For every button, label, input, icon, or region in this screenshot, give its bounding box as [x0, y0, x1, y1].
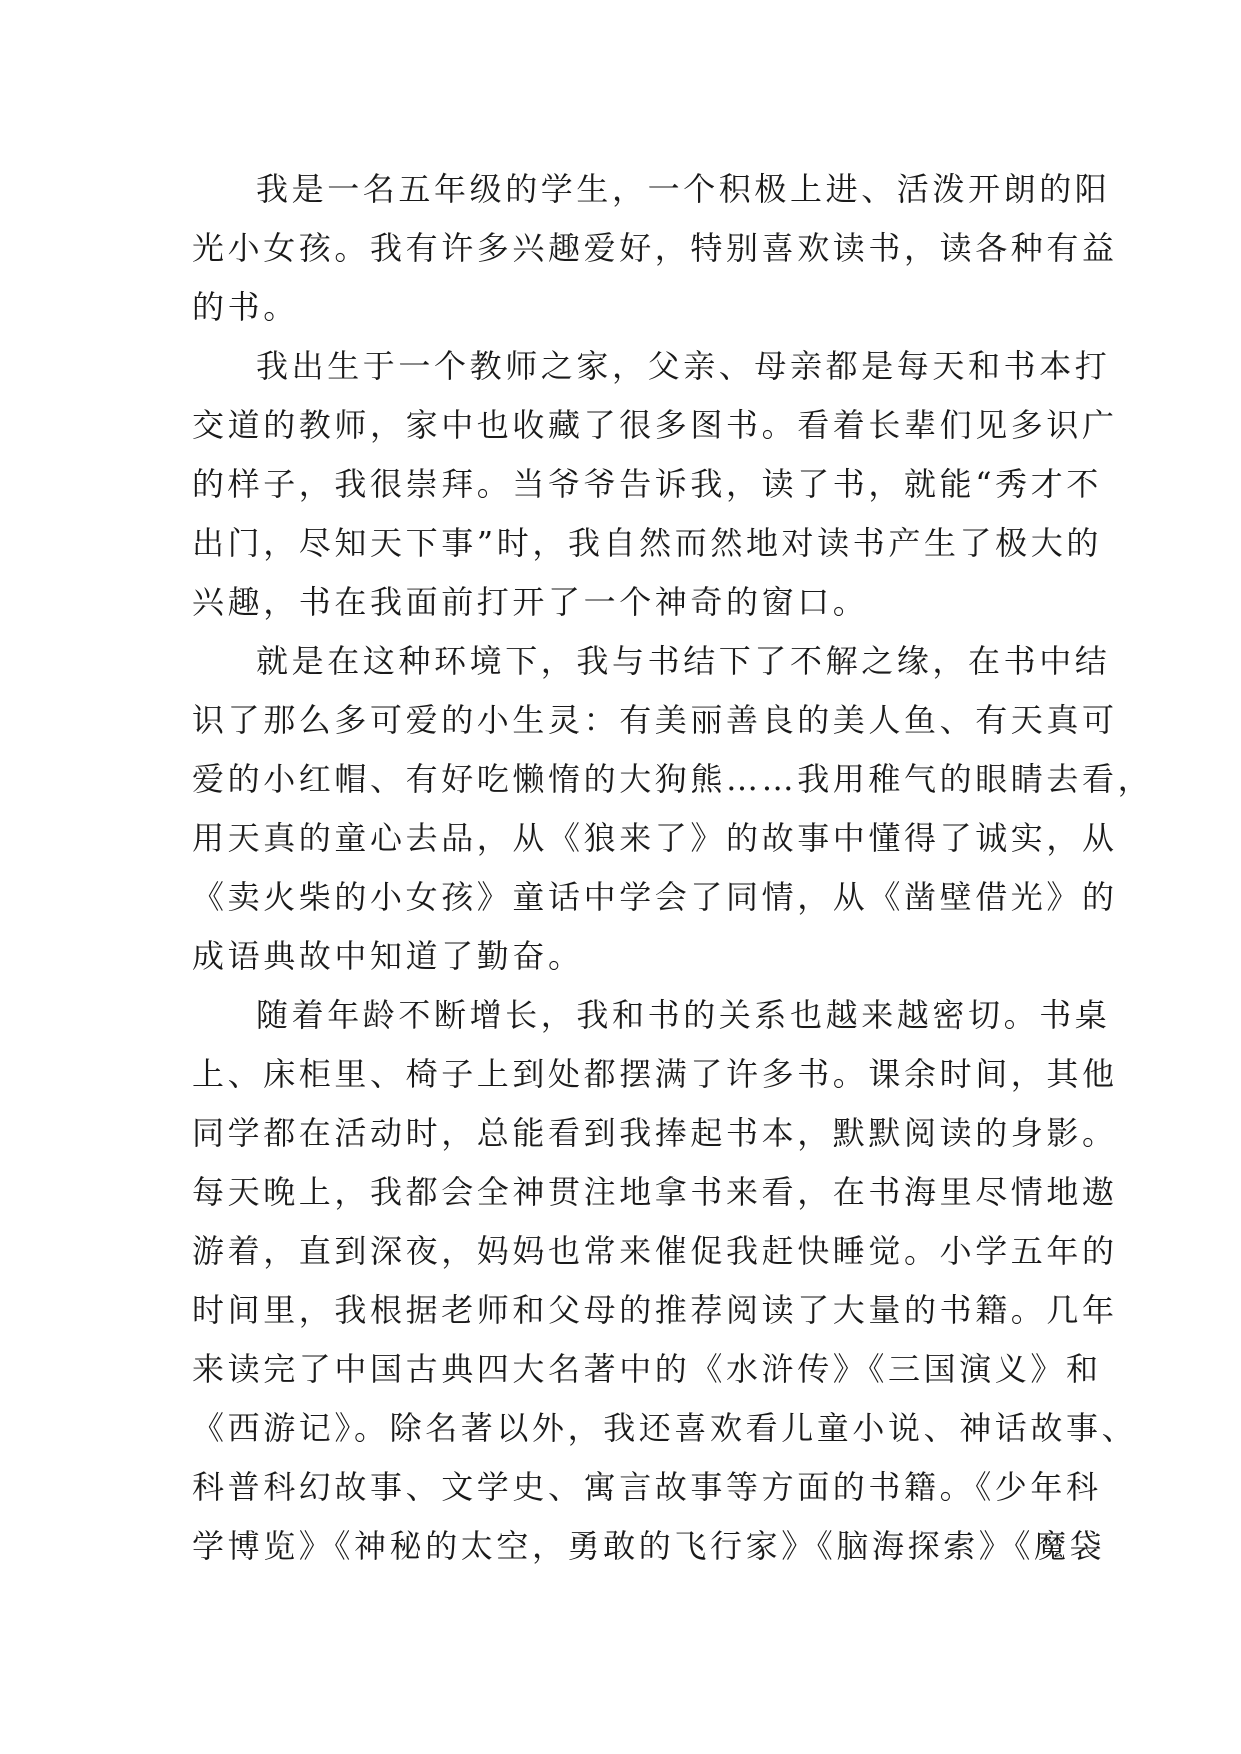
text-line: 时间里，我根据老师和父母的推荐阅读了大量的书籍。几年 [192, 1291, 1118, 1329]
text-line: 的书。 [192, 288, 299, 326]
text-line: 的样子，我很崇拜。当爷爷告诉我，读了书，就能“秀才不 [192, 465, 1102, 503]
text-line: 我出生于一个教师之家，父亲、母亲都是每天和书本打 [256, 347, 1111, 385]
text-line: 上、床柜里、椅子上到处都摆满了许多书。课余时间，其他 [192, 1055, 1118, 1093]
text-line: 识了那么多可爱的小生灵：有美丽善良的美人鱼、有天真可 [192, 701, 1118, 739]
text-line: 我是一名五年级的学生，一个积极上进、活泼开朗的阳 [256, 170, 1111, 208]
text-line: 每天晚上，我都会全神贯注地拿书来看，在书海里尽情地遨 [192, 1173, 1118, 1211]
text-line: 同学都在活动时，总能看到我捧起书本，默默阅读的身影。 [192, 1114, 1118, 1152]
text-line: 游着，直到深夜，妈妈也常来催促我赶快睡觉。小学五年的 [192, 1232, 1118, 1270]
paragraph-4 [192, 986, 1138, 1576]
text-line: 成语典故中知道了勤奋。 [192, 937, 584, 975]
document-body [192, 160, 1154, 1576]
text-line: 就是在这种环境下，我与书结下了不解之缘，在书中结 [256, 642, 1111, 680]
text-line: 光小女孩。我有许多兴趣爱好，特别喜欢读书，读各种有益 [192, 229, 1118, 267]
text-line: 交道的教师，家中也收藏了很多图书。看着长辈们见多识广 [192, 406, 1118, 444]
text-line: 科普科幻故事、文学史、寓言故事等方面的书籍。《少年科 [192, 1468, 1102, 1506]
paragraph-1 [192, 160, 1118, 337]
text-line: 兴趣，书在我面前打开了一个神奇的窗口。 [192, 583, 869, 621]
paragraph-3 [192, 632, 1154, 986]
text-line: 出门，尽知天下事”时，我自然而然地对读书产生了极大的 [192, 524, 1102, 562]
paragraph-2 [192, 337, 1118, 632]
text-line: 学博览》《神秘的太空，勇敢的飞行家》《脑海探索》《魔袋 [192, 1527, 1106, 1565]
text-line: 用天真的童心去品，从《狼来了》的故事中懂得了诚实，从 [192, 819, 1118, 857]
text-line: 《西游记》。除名著以外，我还喜欢看儿童小说、神话故事、 [192, 1409, 1138, 1447]
text-line: 来读完了中国古典四大名著中的《水浒传》《三国演义》和 [192, 1350, 1102, 1388]
text-line: 《卖火柴的小女孩》童话中学会了同情，从《凿壁借光》的 [192, 878, 1118, 916]
text-line: 爱的小红帽、有好吃懒惰的大狗熊……我用稚气的眼睛去看， [192, 760, 1154, 798]
text-line: 随着年龄不断增长，我和书的关系也越来越密切。书桌 [256, 996, 1111, 1034]
